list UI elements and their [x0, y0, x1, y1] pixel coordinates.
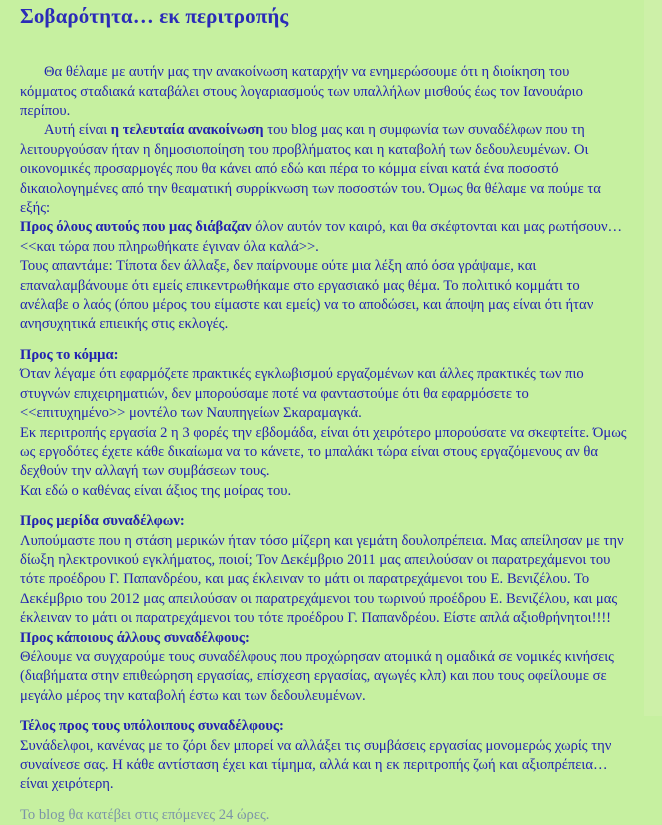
- paragraph: [20, 737, 628, 795]
- section-heading-label: Προς μερίδα συναδέλφων:: [20, 513, 185, 530]
- paragraph-run: Εκ περιτροπής εργασία 2 η 3 φορές την εβδομάδα, είναι ότι χειρότερο μπορούσατε να σκεφτείτε. Όμως ως εργοδότες έχετε κάθε δικαίωμα να το κάνετε, το μπαλάκι τώρα είναι στους εργαζόμενους αν θα δεχθούν την αλλαγή των συμβάσεων τους.: [20, 424, 627, 480]
- section-heading: [20, 717, 628, 736]
- page-title: Σοβαρότητα… εκ περιτροπής: [20, 4, 289, 28]
- document-content: [20, 0, 628, 825]
- paragraph-run: Συνάδελφοι, κανένας με το ζόρι δεν μπορεί να αλλάξει τις συμβάσεις εργασίας μονομερώς χωρίς την συναίνεσε σας. Η κάθε αντίσταση έχει και τίμημα, αλλά και η εκ περιτροπής ζωή και αξιοπρέπεια… είναι χειρότερη.: [20, 737, 612, 793]
- paragraph: [20, 806, 628, 825]
- paragraph-run: Θέλουμε να συγχαρούμε τους συναδέλφους που προχώρησαν ατομικά η ομαδικά σε νομικές κινήσεις (διαβήματα στην επιθεώρηση εργασίας, επίσχεση εργασίας, αγωγές κλπ) και που τους οφείλουμε σε μεγάλο μέρος την καταβολή έστω και των δεδουλευμένων.: [20, 648, 614, 704]
- paragraph-run: όλον αυτόν τον καιρό, και θα σκέφτονται και μας ρωτήσουν…<<και τώρα που πληρωθήκατε έγιναν όλα καλά>>.: [20, 219, 623, 255]
- paragraph-run: Όταν λέγαμε ότι εφαρμόζετε πρακτικές εγκλωβισμού εργαζομένων και άλλες πρακτικές των πιο στυγνών επιχειρηματιών, δεν μπορούσαμε ποτέ να φανταστούμε ότι θα εφαρμόσετε το <<επιτυχημένο>> μοντέλο των Ναυπηγείων Σκαραμαγκά.: [20, 366, 584, 422]
- paragraph: [20, 482, 628, 501]
- section-heading: [20, 629, 628, 648]
- paragraph: [20, 63, 628, 121]
- paragraph: [20, 218, 628, 257]
- paragraph: [20, 532, 628, 629]
- paragraph: [20, 365, 628, 423]
- paragraph-run-bold: η τελευταία ανακοίνωση: [110, 122, 264, 139]
- paragraph: [20, 121, 628, 218]
- paragraph: [20, 424, 628, 482]
- document-body: [20, 63, 628, 825]
- section-heading-label: Τέλος προς τους υπόλοιπους συναδέλφους:: [20, 718, 284, 735]
- paragraph-run: Το blog θα κατέβει στις επόμενες 24 ώρες.: [20, 806, 270, 823]
- paragraph-run: του blog μας και η συμφωνία των συναδέλφων που τη λειτουργούσαν ήταν η δημοσιοποίηση του προβλήματος και η καταβολή των δεδουλευμένων. Οι οικονομικές προσαρμογές που θα κάνει από εδώ και πέρα το κόμμα είναι κατά ένα ποσοστό δικαιολογημένες από την θεαματική συρρίκνωση των ποσοστών του. Όμως θα θέλαμε να πούμε τα εξής:: [20, 122, 601, 217]
- paragraph: [20, 257, 628, 335]
- paragraph-run: Θα θέλαμε με αυτήν μας την ανακοίνωση καταρχήν να ενημερώσουμε ότι η διοίκηση του κόμματος σταδιακά καταβάλει στους λογαριασμούς των υπαλλήλων μισθούς έως τον Ιανουάριο περίπου.: [20, 64, 583, 119]
- section-heading-label: Προς το κόμμα:: [20, 346, 119, 363]
- page-right-margin-strip: [644, 0, 662, 716]
- section-heading-label: Προς κάποιους άλλους συναδέλφους:: [20, 629, 250, 646]
- paragraph-run: Αυτή είναι: [44, 122, 111, 139]
- paragraph-run: Τους απαντάμε: Τίποτα δεν άλλαξε, δεν παίρνουμε ούτε μια λέξη από όσα γράψαμε, και επαναλαμβάνουμε ότι εμείς επικεντρωθήκαμε στο εργασιακό μας θέμα. Το πολιτικό κομμάτι το ανέλαβε ο λαός (όπου μέρος του είμαστε και εμείς) να το αποδώσει, και άποψη μας είναι ότι ήταν ανησυχητικά επιεικής στις εκλογές.: [20, 258, 594, 333]
- paragraph-run-bold: Προς όλους αυτούς που μας διάβαζαν: [20, 219, 252, 236]
- paragraph-run: Λυπούμαστε που η στάση μερικών ήταν τόσο μίζερη και γεμάτη δουλοπρέπεια. Μας απείλησαν με την δίωξη ηλεκτρονικού εγκλήματος, ποιοί; Τον Δεκέμβριο 2011 μας απειλούσαν οι παρατρεχάμενοι του τότε προέδρου Γ. Παπανδρέου, και μας έκλειναν το μάτι οι παρατρεχάμενοι του Ε. Βενιζέλου. Το Δεκέμβριο του 2012 μας απειλούσαν οι παρατρεχάμενοι του τωρινού προέδρου Ε. Βενιζέλου, και μας έκλειναν το μάτι οι παρατρεχάμενοι του τότε προέδρου Γ. Παπανδρέου. Είστε απλά αξιοθρήνητοι!!!!: [20, 532, 624, 627]
- section-heading: [20, 512, 628, 531]
- paragraph: [20, 648, 628, 706]
- section-heading: [20, 346, 628, 365]
- paragraph-run: Και εδώ ο καθένας είναι άξιος της μοίρας του.: [20, 482, 292, 499]
